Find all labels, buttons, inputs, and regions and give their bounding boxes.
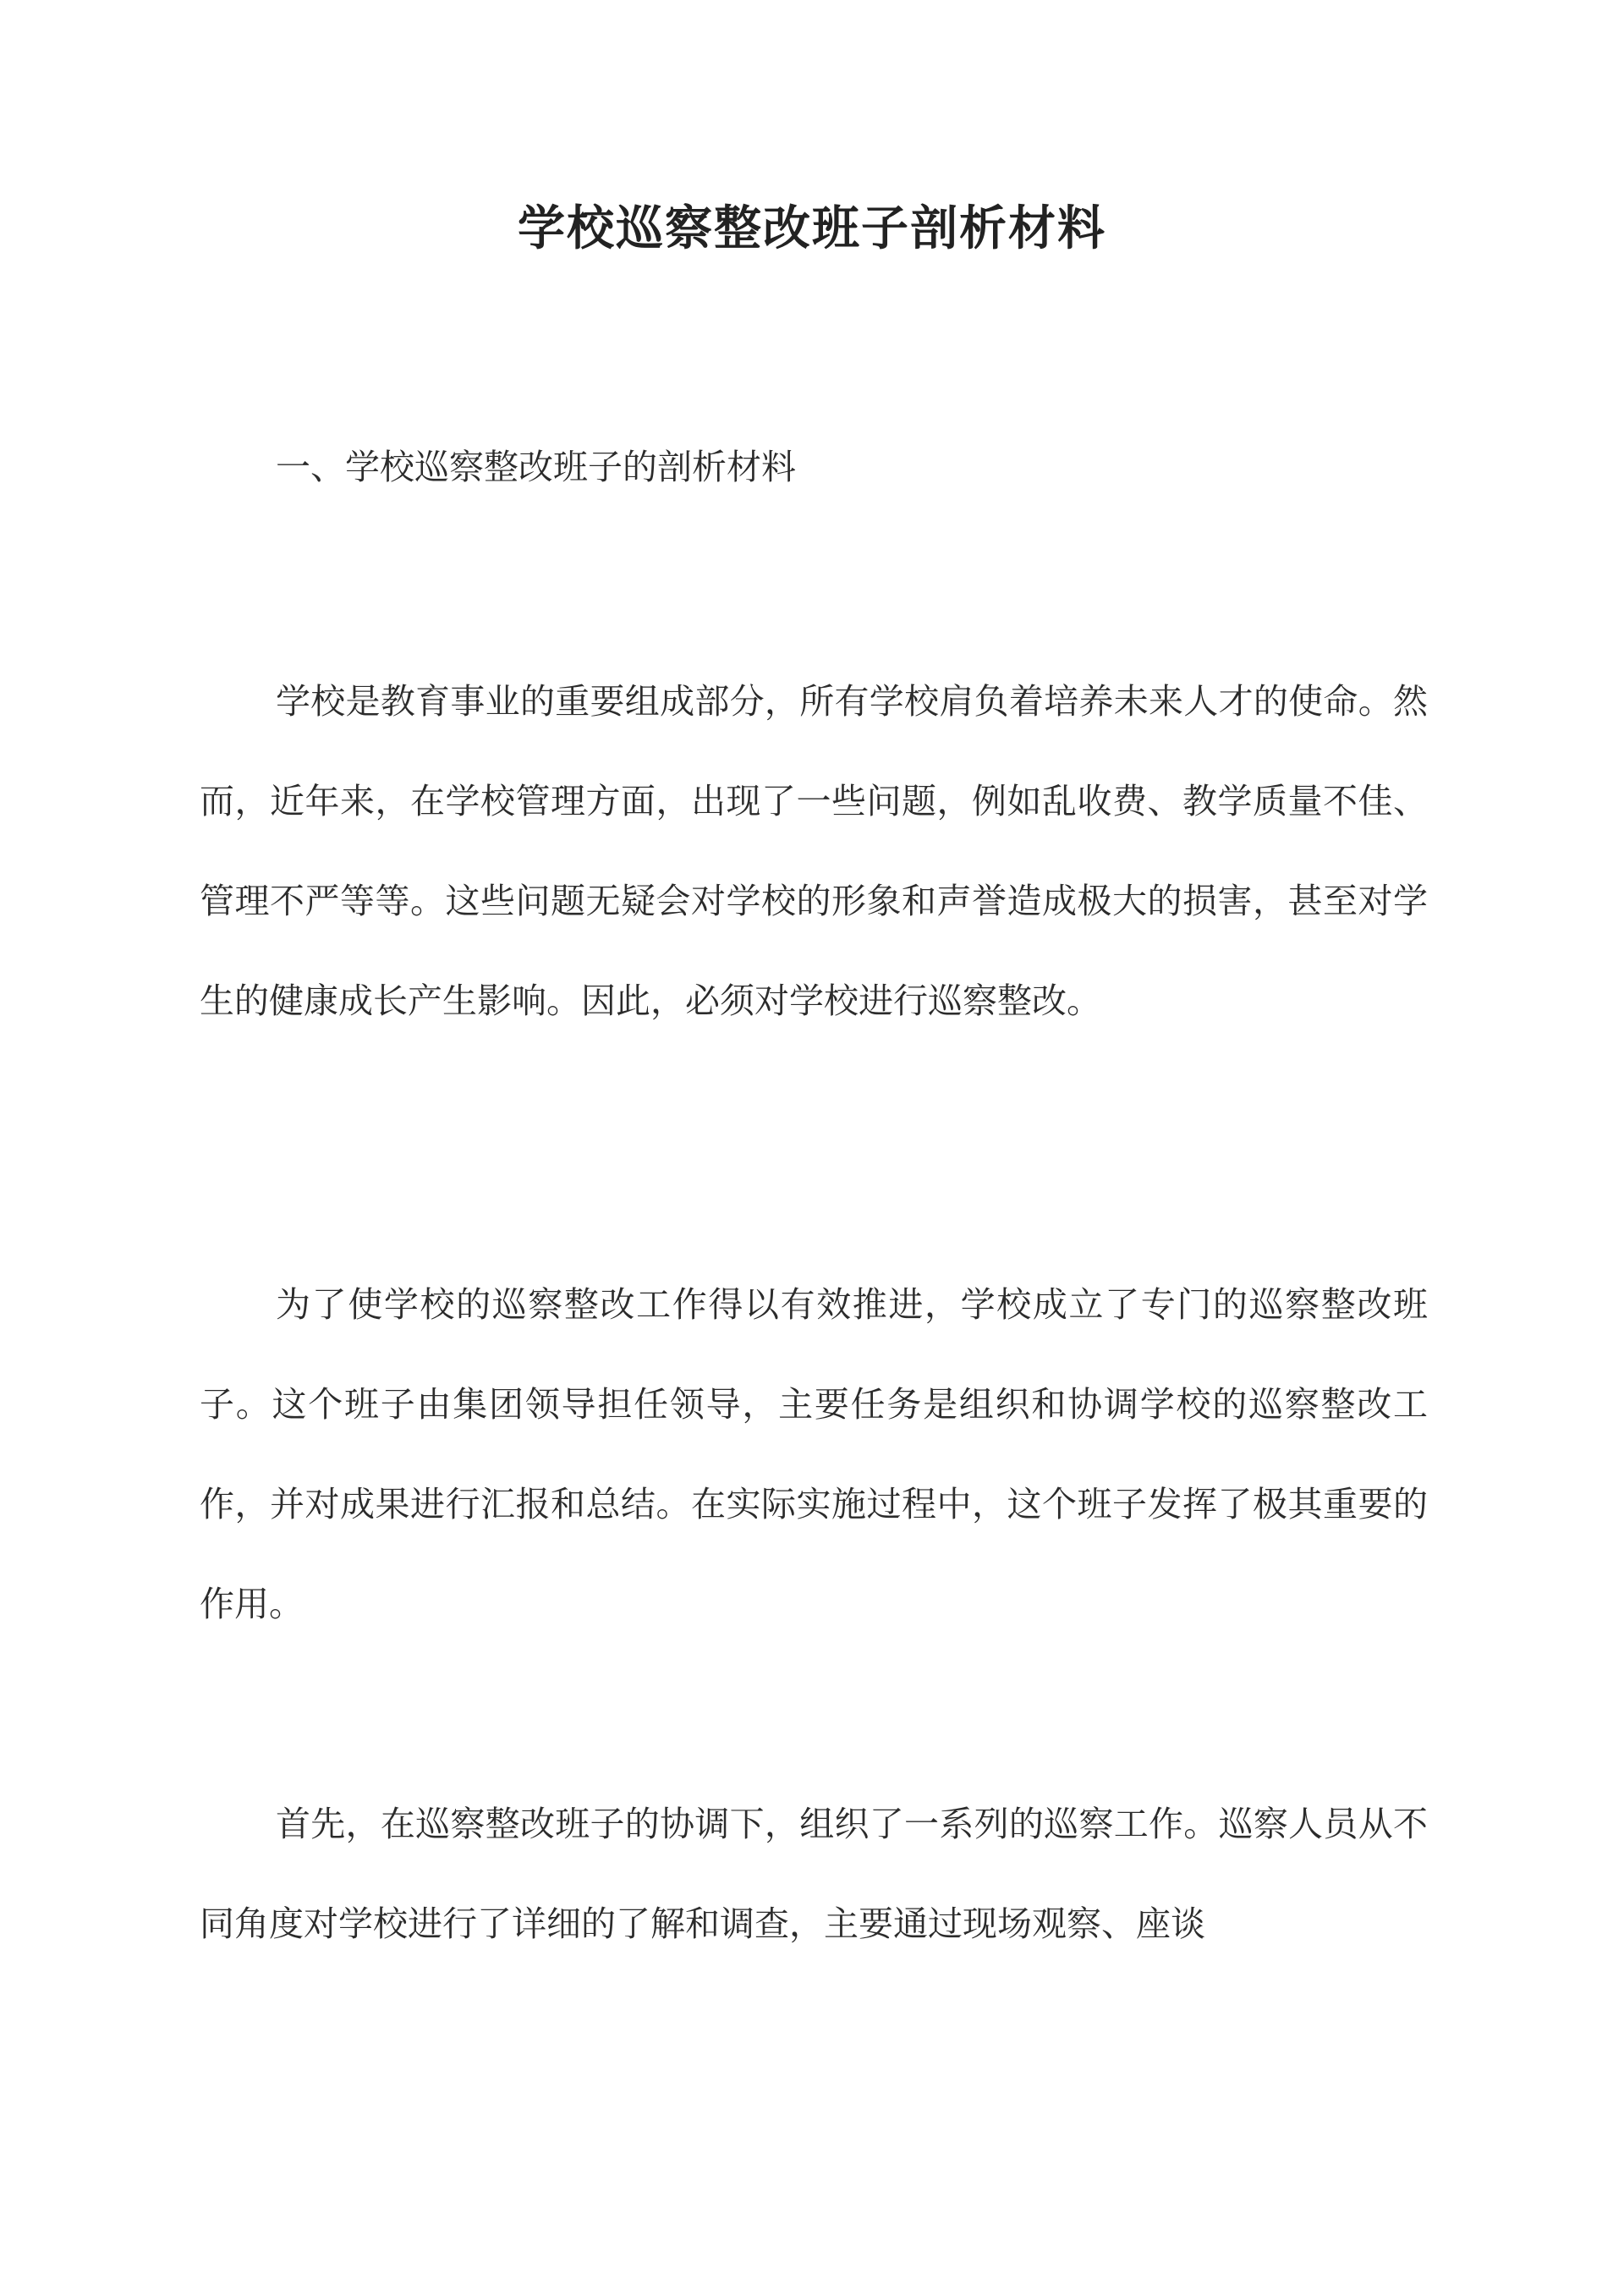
paragraph-3: 首先，在巡察整改班子的协调下，组织了一系列的巡察工作。巡察人员从不同角度对学校进行了详细的了解和调查，主要通过现场观察、座谈 (200, 1804, 1428, 1944)
document-title: 学校巡察整改班子剖析材料 (518, 200, 1106, 256)
section-heading: 一、学校巡察整改班子的剖析材料 (276, 447, 796, 487)
paragraph-2: 为了使学校的巡察整改工作得以有效推进，学校成立了专门的巡察整改班子。这个班子由集团领导担任领导，主要任务是组织和协调学校的巡察整改工作，并对成果进行汇报和总结。在实际实施过程中，这个班子发挥了极其重要的作用。 (200, 1284, 1428, 1624)
paragraph-1: 学校是教育事业的重要组成部分，所有学校肩负着培养未来人才的使命。然而，近年来，在学校管理方面，出现了一些问题，例如乱收费、教学质量不佳、管理不严等等。这些问题无疑会对学校的形象和声誉造成极大的损害，甚至对学生的健康成长产生影响。因此，必须对学校进行巡察整改。 (200, 681, 1428, 1021)
